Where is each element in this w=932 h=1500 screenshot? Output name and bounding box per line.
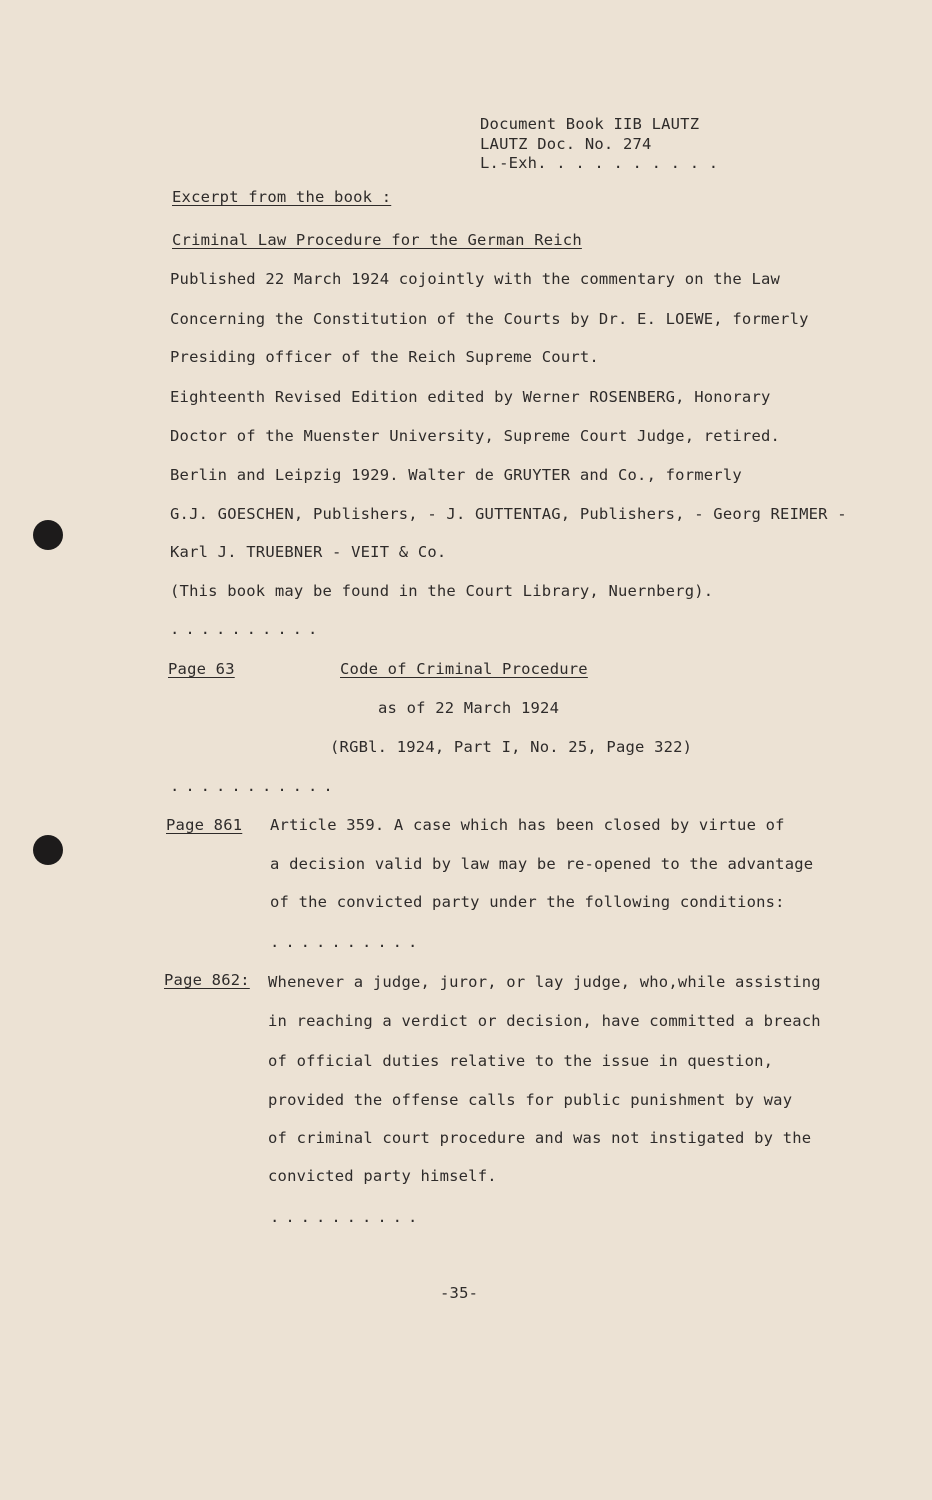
page-ref: Page 861 (166, 816, 243, 834)
body-line: a decision valid by law may be re-opened to the advantage (270, 855, 814, 873)
section-date: as of 22 March 1924 (378, 699, 560, 717)
body-line: of criminal court procedure and was not instigated by the (268, 1129, 812, 1147)
ellipsis-divider: .......... (270, 933, 424, 951)
page-number: -35- (440, 1284, 479, 1302)
doc-book-ref: Document Book IIB LAUTZ (480, 115, 700, 133)
page-ref: Page 63 (168, 660, 235, 678)
body-line: Eighteenth Revised Edition edited by Werner ROSENBERG, Honorary (170, 388, 771, 406)
body-line: provided the offense calls for public punishment by way (268, 1091, 793, 1109)
punch-hole (33, 520, 63, 550)
body-line: Doctor of the Muenster University, Supreme Court Judge, retired. (170, 427, 781, 445)
body-line: convicted party himself. (268, 1167, 497, 1185)
ellipsis-divider: .......... (170, 620, 324, 638)
body-line: Concerning the Constitution of the Courts by Dr. E. LOEWE, formerly (170, 310, 809, 328)
body-line: G.J. GOESCHEN, Publishers, - J. GUTTENTAG, Publishers, - Georg REIMER - (170, 505, 847, 523)
body-line: Karl J. TRUEBNER - VEIT & Co. (170, 543, 447, 561)
ellipsis-divider: .......... (270, 1208, 424, 1226)
body-line: Article 359. A case which has been closed by virtue of (270, 816, 785, 834)
body-line: Whenever a judge, juror, or lay judge, who,while assisting (268, 973, 821, 991)
punch-hole (33, 835, 63, 865)
body-line: (This book may be found in the Court Library, Nuernberg). (170, 582, 714, 600)
ellipsis-divider: ........... (170, 777, 339, 795)
section-title: Code of Criminal Procedure (340, 660, 588, 678)
exhibit-number: L.-Exh. . . . . . . . . . (480, 154, 719, 172)
section-citation: (RGBl. 1924, Part I, No. 25, Page 322) (330, 738, 693, 756)
book-title: Criminal Law Procedure for the German Reich (172, 231, 582, 249)
body-line: Published 22 March 1924 cojointly with the commentary on the Law (170, 270, 781, 288)
body-line: of the convicted party under the following conditions: (270, 893, 785, 911)
doc-number: LAUTZ Doc. No. 274 (480, 135, 652, 153)
body-line: of official duties relative to the issue in question, (268, 1052, 774, 1070)
excerpt-heading: Excerpt from the book : (172, 188, 392, 206)
body-line: in reaching a verdict or decision, have committed a breach (268, 1012, 821, 1030)
page-ref: Page 862: (164, 971, 250, 989)
body-line: Berlin and Leipzig 1929. Walter de GRUYTER and Co., formerly (170, 466, 742, 484)
body-line: Presiding officer of the Reich Supreme Court. (170, 348, 599, 366)
